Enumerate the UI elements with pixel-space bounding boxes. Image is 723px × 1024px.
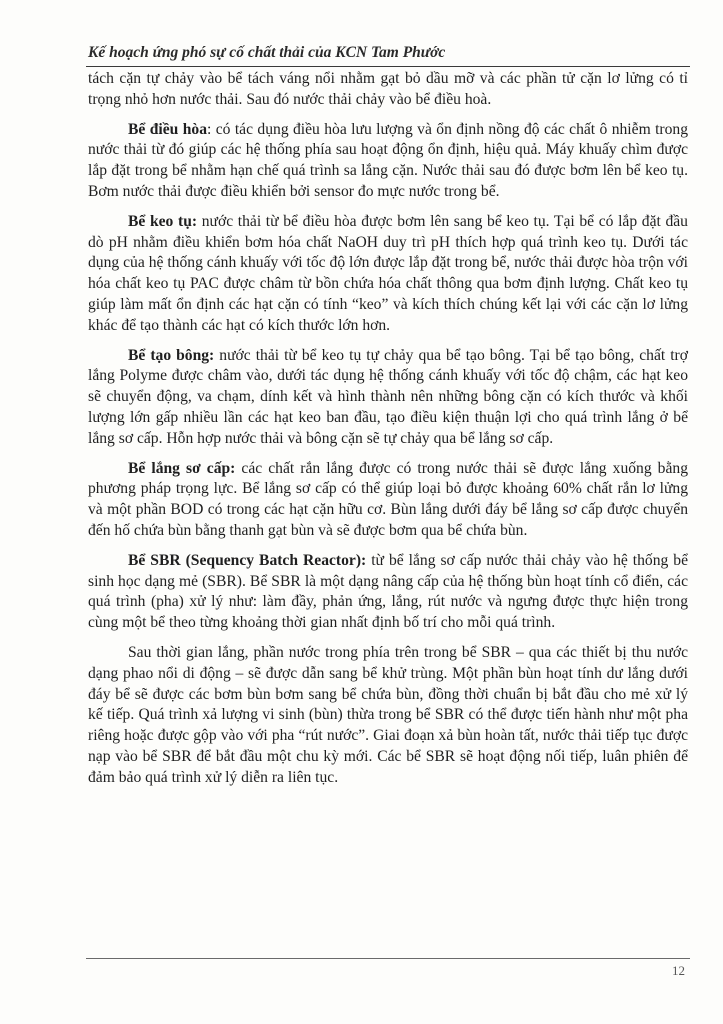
paragraph-text: các chất rắn lắng được có trong nước thải sẽ được lắng xuống bằng phương pháp trọng lực. Bể lắng sơ cấp có thể giúp loại bỏ được khoảng 60% chất rắn lơ lửng và một phần BOD có trong các hạt cặn hữu cơ. Bùn lắng dưới đáy bể lắng sơ cấp được chuyển đến hố chứa bùn bằng thanh gạt bùn và sẽ được bơm qua bể chứa bùn. — [88, 459, 688, 539]
page-number: 12 — [672, 963, 685, 978]
paragraph-term: Bể keo tụ: — [128, 212, 198, 230]
paragraph-continuation — [88, 69, 688, 111]
document-body — [88, 69, 688, 798]
paragraph-text: tách cặn tự chảy vào bể tách váng nổi nhằm gạt bỏ dầu mỡ và các phần tử cặn lơ lửng có tỉ trọng nhỏ hơn nước thải. Sau đó nước thải chảy vào bể điều hoà. — [88, 70, 688, 108]
paragraph-be-dieu-hoa — [88, 120, 688, 203]
paragraph-text: nước thải từ bể điều hòa được bơm lên sang bể keo tụ. Tại bể có lắp đặt đầu dò pH nhằm điều khiển bơm hóa chất NaOH duy trì pH thích hợp quá trình keo tụ. Dưới tác dụng của hệ thống cánh khuấy với tốc độ lớn được lắp đặt trong bể, nước thải được hòa trộn với hóa chất keo tụ PAC được châm từ bồn chứa hóa chất thông qua bơm định lượng. Chất keo tụ giúp làm mất ổn định các hạt cặn có tính “keo” và kích thích chúng kết lại với các cặn lơ lửng khác để tạo thành các hạt có kích thước lớn hơn. — [88, 212, 688, 334]
footer-rule — [86, 958, 690, 959]
paragraph-be-lang-so-cap — [88, 459, 688, 542]
paragraph-term: Bể tạo bông: — [128, 346, 215, 364]
paragraph-sbr-settling — [88, 643, 688, 789]
paragraph-text: từ bể lắng sơ cấp nước thải chảy vào hệ thống bể sinh học dạng mẻ (SBR). Bể SBR là một dạng nâng cấp của hệ thống bùn hoạt tính cổ điển, các quá trình (pha) xử lý như: làm đầy, phản ứng, lắng, rút nước và ngưng được thực hiện trong cùng một bể theo từng khoảng thời gian nhất định bố trí cho mỗi quá trình. — [88, 551, 688, 632]
paragraph-term: Bể lắng sơ cấp: — [128, 459, 236, 477]
running-header: Kế hoạch ứng phó sự cố chất thải của KCN Tam Phước — [88, 44, 446, 61]
paragraph-term: Bể điều hòa — [128, 120, 207, 138]
paragraph-be-sbr — [88, 551, 688, 634]
paragraph-text: nước thải từ bể keo tụ tự chảy qua bể tạo bông. Tại bể tạo bông, chất trợ lắng Polyme được châm vào, dưới tác dụng hệ thống cánh khuấy với tốc độ chậm, các hạt keo sẽ chuyển động, va chạm, dính kết và hình thành nên những bông cặn có kích thước và khối lượng lớn gấp nhiều lần các hạt keo ban đầu, tạo điều kiện thuận lợi cho quá trình lắng ở bể lắng sơ cấp. Hỗn hợp nước thải và bông cặn sẽ tự chảy qua bể lắng sơ cấp. — [88, 346, 688, 447]
paragraph-be-keo-tu — [88, 212, 688, 337]
paragraph-text: : có tác dụng điều hòa lưu lượng và ổn định nồng độ các chất ô nhiễm trong nước thải từ đó giúp các hệ thống phía sau hoạt động ổn định, hiệu quả. Máy khuấy chìm được lắp đặt trong bể nhằm hạn chế quá trình sa lắng cặn. Nước thải sau đó được bơm lên bể keo tụ. Bơm nước thải được điều khiển bởi sensor đo mực nước trong bể. — [88, 120, 689, 200]
paragraph-be-tao-bong — [88, 346, 688, 450]
paragraph-text: Sau thời gian lắng, phần nước trong phía trên trong bể SBR – qua các thiết bị thu nước dạng phao nổi di động – sẽ được dẫn sang bể khử trùng. Một phần bùn hoạt tính dư lắng dưới đáy bể sẽ được các bơm bùn bơm sang bể chứa bùn, đồng thời chuẩn bị bắt đầu cho mẻ xử lý kế tiếp. Quá trình xả lượng vi sinh (bùn) thừa trong bể SBR có thể được tiến hành như một pha riêng hoặc được gộp vào với pha “rút nước”. Giai đoạn xả bùn hoàn tất, nước thải tiếp tục được nạp vào bể SBR để bắt đầu một chu kỳ mới. Các bể SBR sẽ hoạt động nối tiếp, luân phiên để đảm bảo quá trình xử lý diễn ra liên tục. — [88, 643, 688, 786]
paragraph-term: Bể SBR (Sequency Batch Reactor): — [128, 551, 367, 569]
header-rule — [86, 66, 690, 67]
